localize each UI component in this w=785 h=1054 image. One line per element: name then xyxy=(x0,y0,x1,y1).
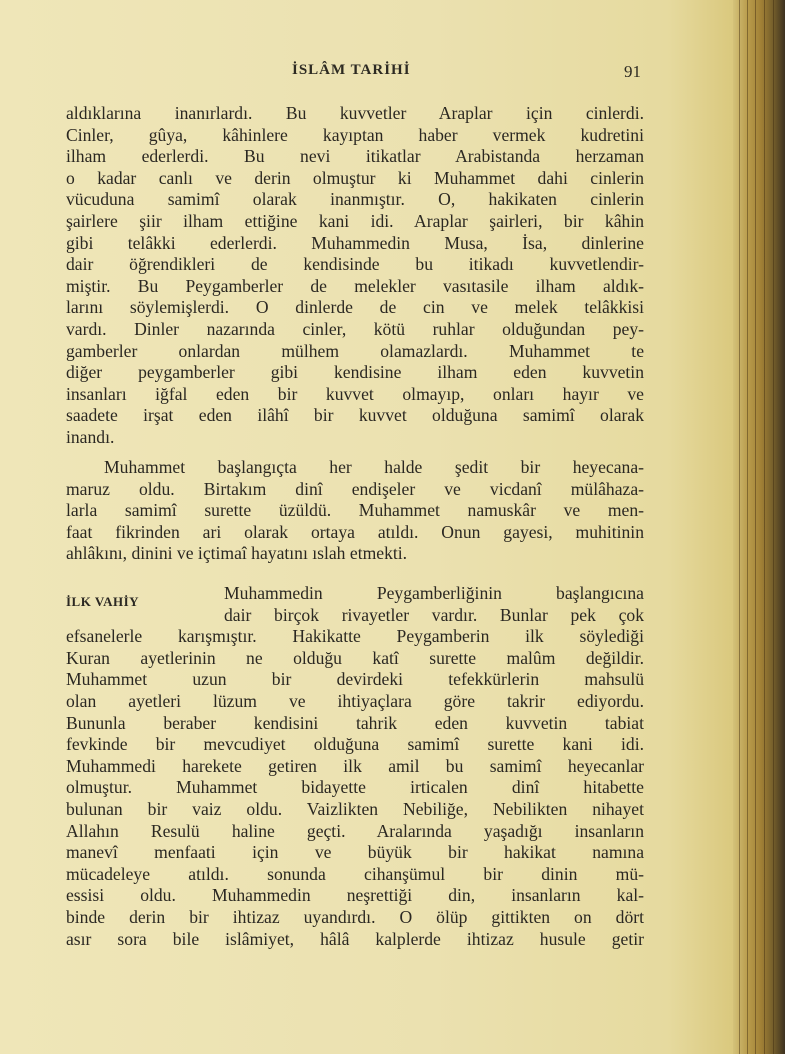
text-line: Allahın Resulü haline geçti. Aralarında yaşadığı insanların xyxy=(66,820,644,841)
text-line: bulunan bir vaiz oldu. Vaizlikten Nebiliğe, Nebilikten nihayet xyxy=(66,798,644,819)
paragraph-jinn-beliefs xyxy=(66,103,644,449)
text-line: fevkinde bir mevcudiyet olduğuna samimî surette kani idi. xyxy=(66,734,644,755)
text-line: aldıklarına inanırlardı. Bu kuvvetler Araplar için cinlerdi. xyxy=(66,103,644,123)
text-line: faat fikrinden ari olarak ortaya atıldı. Onun gayesi, muhitinin xyxy=(66,521,644,542)
book-binding-edge xyxy=(733,0,785,1054)
text-line: efsanelerle karışmıştır. Hakikatte Peygamberin ilk söylediği xyxy=(66,626,644,647)
text-line: insanları iğfal eden bir kuvvet olmayıp, onları hayır ve xyxy=(66,383,644,404)
text-line: dair birçok rivayetler vardır. Bunlar pek çok xyxy=(224,604,644,625)
text-line: gamberler onlardan mülhem olamazlardı. Muhammet te xyxy=(66,340,644,361)
text-line: olan ayetleri lüzum ve ihtiyaçlara göre takrir ediyordu. xyxy=(66,690,644,711)
text-line: olmuştur. Muhammet bidayette irticalen dinî hitabette xyxy=(66,777,644,798)
running-title: İSLÂM TARİHİ xyxy=(292,62,411,78)
text-line: larını söylemişlerdi. O dinlerde de cin ve melek telâkkisi xyxy=(66,297,644,318)
text-line: Muhammedi harekete getiren ilk amil bu samimî heyecanlar xyxy=(66,755,644,776)
text-line: mücadeleye atıldı. sonunda cihanşümul bir dinin mü- xyxy=(66,863,644,884)
text-line: Bununla beraber kendisini tahrik eden kuvvetin tabiat xyxy=(66,712,644,733)
text-line: ahlâkını, dinini ve içtimaî hayatını ıslah etmekti. xyxy=(66,543,408,564)
text-line: Kuran ayetlerinin ne olduğu katî surette malûm değildir. xyxy=(66,647,644,668)
text-line: manevî menfaati için ve büyük bir hakikat namına xyxy=(66,842,644,863)
section-heading-ilk-vahiy: İLK VAHİY xyxy=(66,594,140,609)
text-line: Cinler, gûya, kâhinlere kayıptan haber vermek kudretini xyxy=(66,124,644,145)
text-line: dair öğrendikleri de kendisinde bu itikadı kuvvetlendir- xyxy=(66,254,644,275)
text-line: Muhammedin Peygamberliğinin başlangıcına xyxy=(224,583,644,603)
text-line: miştir. Bu Peygamberler de melekler vasıtasile ilham aldık- xyxy=(66,275,644,296)
text-line: essisi oldu. Muhammedin neşrettiği din, insanların kal- xyxy=(66,885,644,906)
text-line: maruz oldu. Birtakım dinî endişeler ve vicdanî mülâhaza- xyxy=(66,478,644,499)
page-number: 91 xyxy=(624,62,641,81)
text-line: larla samimî surette üzüldü. Muhammet namuskâr ve men- xyxy=(66,500,644,521)
text-line: diğer peygamberler gibi kendisine ilham eden kuvvetin xyxy=(66,362,644,383)
text-line: gibi telâkki ederlerdi. Muhammedin Musa, İsa, dinlerine xyxy=(66,232,644,253)
text-line: vücuduna samimî olarak inanmıştır. O, hakikaten cinlerin xyxy=(66,189,644,210)
running-header xyxy=(0,62,785,86)
text-line: binde derin bir ihtizaz uyandırdı. O ölüp gittikten on dört xyxy=(66,906,644,927)
text-line: şairlere şiir ilham ettiğine kani idi. Araplar şairleri, bir kâhin xyxy=(66,210,644,231)
text-line: Muhammet başlangıçta her halde şedit bir heyecana- xyxy=(104,457,644,477)
text-line: ilham ederlerdi. Bu nevi itikatlar Arabistanda herzaman xyxy=(66,146,644,167)
text-line: Muhammet uzun bir devirdeki tefekkürlerin mahsulü xyxy=(66,669,644,690)
paragraph-beginning xyxy=(66,457,644,565)
text-line: saadete irşat eden ilâhî bir kuvvet olduğuna samimî olarak xyxy=(66,405,644,426)
paragraph-first-revelation xyxy=(66,583,644,950)
text-line: asır sora bile islâmiyet, hâlâ kalplerde ihtizaz husule getir xyxy=(66,928,644,949)
text-line: vardı. Dinler nazarında cinler, kötü ruhlar olduğundan pey- xyxy=(66,318,644,339)
text-line: inandı. xyxy=(66,426,115,447)
text-line: o kadar canlı ve derin olmuştur ki Muhammet dahi cinlerin xyxy=(66,167,644,188)
